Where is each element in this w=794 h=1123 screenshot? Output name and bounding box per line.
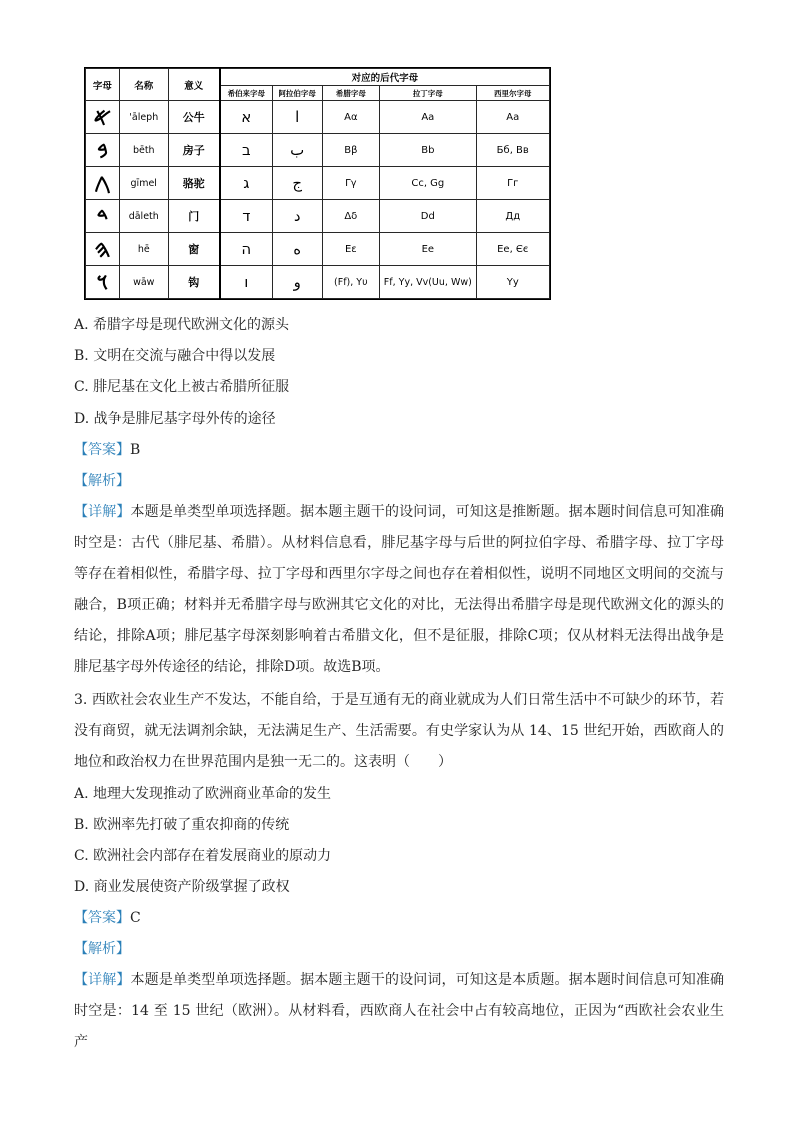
cyrillic-letter: Aa (476, 101, 550, 134)
subheader-latin: 拉丁字母 (380, 86, 476, 101)
letter-meaning: 窗 (168, 233, 220, 266)
analysis-label: 【解析】 (74, 473, 130, 489)
arabic-letter: و (272, 266, 322, 299)
latin-letter: Dd (380, 200, 476, 233)
arabic-letter: د (272, 200, 322, 233)
q3-option-d: D. 商业发展使资产阶级掌握了政权 (74, 879, 290, 895)
table-row (86, 101, 550, 134)
phoenician-letter: 𐤂 (86, 167, 120, 200)
q2-answer (74, 435, 724, 466)
arabic-letter: ا (272, 101, 322, 134)
arabic-letter: ه (272, 233, 322, 266)
q3-option-c: C. 欧洲社会内部存在着发展商业的原动力 (74, 848, 332, 864)
q2-analysis-label (74, 466, 724, 497)
phoenician-letter: 𐤄 (86, 233, 120, 266)
hebrew-letter: ה (220, 233, 273, 266)
greek-letter: Eε (322, 233, 380, 266)
analysis-label: 【解析】 (74, 941, 130, 957)
detail-label: 【详解】 (74, 504, 131, 520)
letter-meaning: 公牛 (168, 101, 220, 134)
letter-name: bēth (119, 134, 168, 167)
table-row (86, 167, 550, 200)
q2-option-d: D. 战争是腓尼基字母外传的途径 (74, 411, 276, 427)
phoenician-alphabet-table-image (84, 67, 551, 300)
letter-name: 'āleph (119, 101, 168, 134)
latin-letter: Cc, Gg (380, 167, 476, 200)
q3-detail (74, 965, 724, 1058)
detail-text: 本题是单类型单项选择题。据本题主题干的设问词，可知这是本质题。据本题时间信息可知准确时空是：14 至 15 世纪（欧洲）。从材料看，西欧商人在社会中占有较高地位，正因为“西欧社会农业生产 (74, 972, 725, 1050)
phoenician-letter: 𐤀 (86, 101, 120, 134)
phoenician-letter: 𐤁 (86, 134, 120, 167)
letter-name: dāleth (119, 200, 168, 233)
phoenician-letter: 𐤅 (86, 266, 120, 299)
q2-detail (74, 497, 724, 683)
table-row (86, 200, 550, 233)
cyrillic-letter: Ee, Єє (476, 233, 550, 266)
greek-letter: Δδ (322, 200, 380, 233)
letter-meaning: 骆驼 (168, 167, 220, 200)
answer-label: 【答案】 (74, 910, 130, 926)
q2-option-c: C. 腓尼基在文化上被古希腊所征服 (74, 379, 290, 395)
letter-meaning: 钩 (168, 266, 220, 299)
letter-name: hē (119, 233, 168, 266)
q2-option-b: B. 文明在交流与融合中得以发展 (74, 348, 276, 364)
alphabet-table (85, 68, 550, 299)
q3-analysis-label (74, 934, 724, 965)
q3-answer (74, 903, 724, 934)
cyrillic-letter: Yy (476, 266, 550, 299)
cyrillic-letter: Бб, Вв (476, 134, 550, 167)
latin-letter: Ee (380, 233, 476, 266)
table-row (86, 266, 550, 299)
cyrillic-letter: Гг (476, 167, 550, 200)
subheader-cyrillic: 西里尔字母 (476, 86, 550, 101)
subheader-greek: 希腊字母 (322, 86, 380, 101)
subheader-hebrew: 希伯来字母 (220, 86, 273, 101)
header-descendant-letters: 对应的后代字母 (220, 69, 550, 86)
detail-label: 【详解】 (74, 972, 131, 988)
letter-name: gīmel (119, 167, 168, 200)
hebrew-letter: א (220, 101, 273, 134)
letter-meaning: 房子 (168, 134, 220, 167)
header-letter: 字母 (86, 69, 120, 101)
arabic-letter: ج (272, 167, 322, 200)
greek-letter: Bβ (322, 134, 380, 167)
q2-option-a: A. 希腊字母是现代欧洲文化的源头 (74, 317, 290, 333)
greek-letter: (Ff), Yυ (322, 266, 380, 299)
hebrew-letter: ב (220, 134, 273, 167)
arabic-letter: ب (272, 134, 322, 167)
table-row (86, 233, 550, 266)
q3-stem: 3. 西欧社会农业生产不发达，不能自给，于是互通有无的商业就成为人们日常生活中不可缺少的环节，若没有商贸，就无法调剂余缺，无法满足生产、生活需要。有史学家认为从 14、15 世纪开始，西欧商人的地位和政治权力在世界范围内是独一无二的。这表明（ ） (74, 692, 724, 770)
hebrew-letter: ו (220, 266, 273, 299)
q3-option-b: B. 欧洲率先打破了重农抑商的传统 (74, 817, 290, 833)
subheader-arabic: 阿拉伯字母 (272, 86, 322, 101)
phoenician-letter: 𐤃 (86, 200, 120, 233)
greek-letter: Γγ (322, 167, 380, 200)
greek-letter: Aα (322, 101, 380, 134)
table-row (86, 134, 550, 167)
letter-name: wāw (119, 266, 168, 299)
hebrew-letter: ד (220, 200, 273, 233)
answer-value: C (130, 910, 141, 926)
detail-text: 本题是单类型单项选择题。据本题主题干的设问词，可知这是推断题。据本题时间信息可知准确时空是：古代（腓尼基、希腊）。从材料信息看，腓尼基字母与后世的阿拉伯字母、希腊字母、拉丁字母等存在着相似性，希腊字母、拉丁字母和西里尔字母之间也存在着相似性，说明不同地区文明间的交流与融合，B项正确；材料并无希腊字母与欧洲其它文化的对比，无法得出希腊字母是现代欧洲文化的源头的结论，排除A项；腓尼基字母深刻影响着古希腊文化，但不是征服，排除C项；仅从材料无法得出战争是腓尼基字母外传途径的结论，排除D项。故选B项。 (74, 504, 725, 675)
hebrew-letter: ג (220, 167, 273, 200)
header-name: 名称 (119, 69, 168, 101)
cyrillic-letter: Дд (476, 200, 550, 233)
letter-meaning: 门 (168, 200, 220, 233)
header-meaning: 意义 (168, 69, 220, 101)
latin-letter: Ff, Yy, Vv(Uu, Ww) (380, 266, 476, 299)
answer-label: 【答案】 (74, 442, 130, 458)
q3-option-a: A. 地理大发现推动了欧洲商业革命的发生 (74, 786, 332, 802)
answer-value: B (130, 442, 141, 458)
latin-letter: Bb (380, 134, 476, 167)
latin-letter: Aa (380, 101, 476, 134)
